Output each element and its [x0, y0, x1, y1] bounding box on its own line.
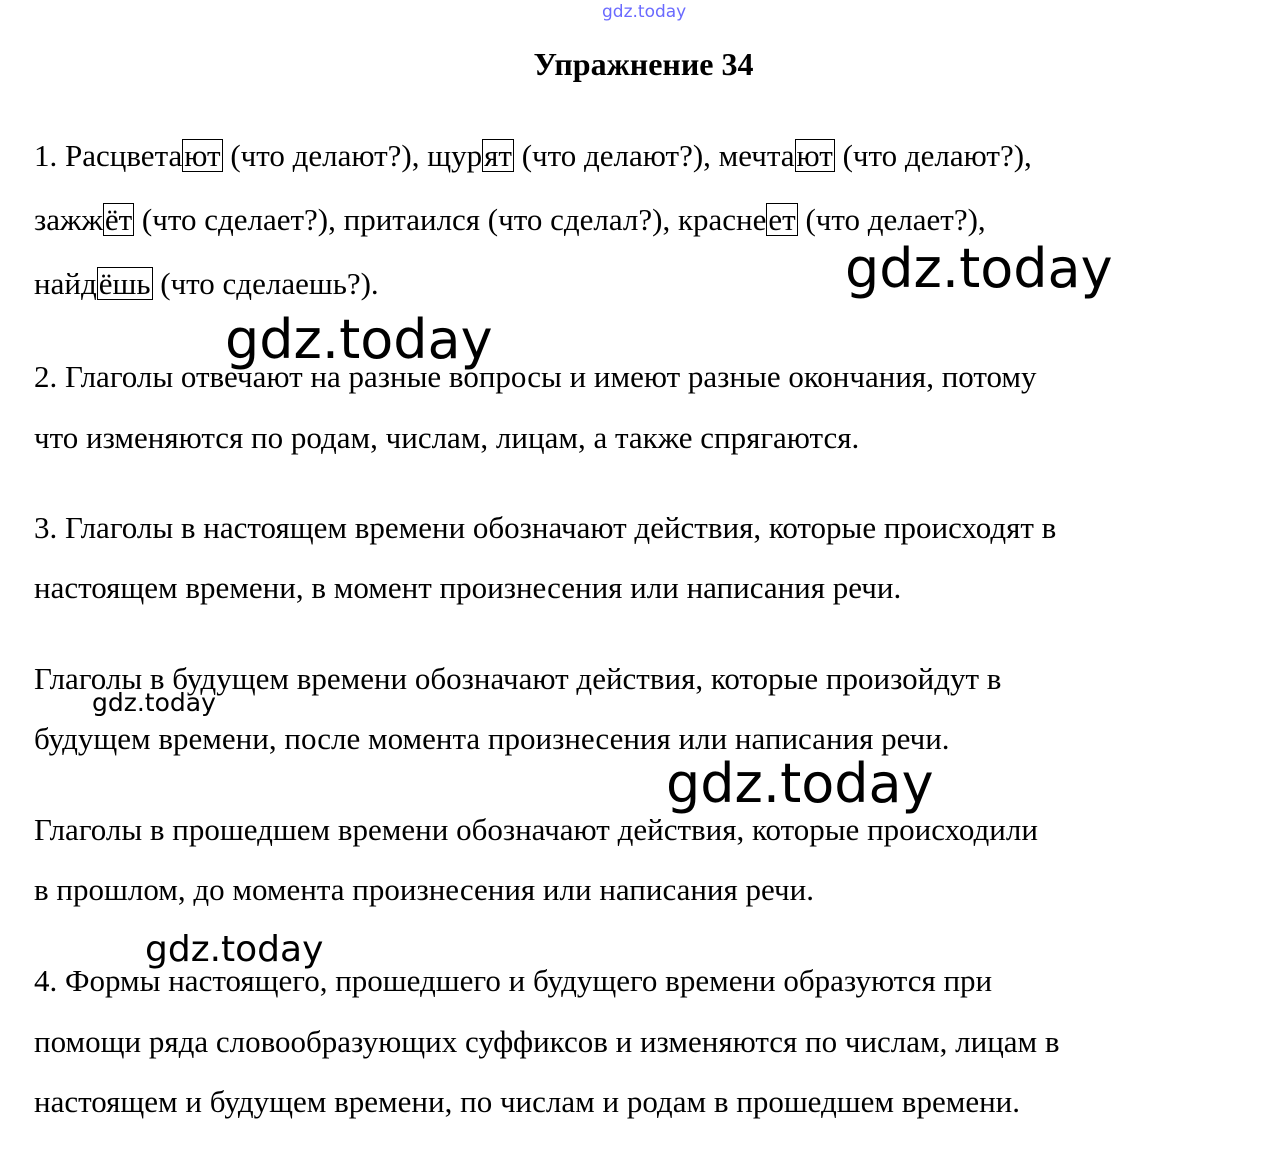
watermark: gdz.today	[225, 308, 493, 371]
text: (что сделает?), притаился (что сделал?), красне	[134, 202, 767, 237]
text: найд	[34, 266, 97, 301]
answer-2-line-2: что изменяются по родам, числам, лицам, а также спрягаются.	[34, 420, 860, 455]
answer-3-line-1: 3. Глаголы в настоящем времени обозначают действия, которые происходят в	[34, 510, 1057, 545]
verb-ending: ёт	[104, 202, 133, 237]
answer-3-line-2: настоящем времени, в момент произнесения или написания речи.	[34, 570, 902, 605]
text: зажж	[34, 202, 103, 237]
page-title: Упражнение 34	[533, 46, 754, 82]
verb-ending: ят	[484, 138, 512, 173]
text: (что делают?), мечта	[513, 138, 795, 173]
text: (что делают?),	[834, 138, 1032, 173]
watermark: gdz.today	[145, 929, 324, 970]
text: (что делает?),	[797, 202, 986, 237]
answer-4-line-3: настоящем и будущем времени, по числам и родам в прошедшем времени.	[34, 1084, 1021, 1119]
answer-4-line-2: помощи ряда словообразующих суффиксов и изменяются по числам, лицам в	[34, 1024, 1060, 1059]
answer-1-line-1	[34, 136, 1032, 176]
answer-2-line-1: 2. Глаголы отвечают на разные вопросы и имеют разные окончания, потому	[34, 359, 1037, 394]
watermark: gdz.today	[845, 237, 1113, 300]
watermark: gdz.today	[666, 752, 934, 815]
answer-1-line-2	[34, 200, 986, 240]
answer-3-line-6: в прошлом, до момента произнесения или написания речи.	[34, 872, 814, 907]
answer-3-line-5: Глаголы в прошедшем времени обозначают действия, которые происходили	[34, 812, 1038, 847]
answer-3-line-3: Глаголы в будущем времени обозначают действия, которые произойдут в	[34, 661, 1002, 696]
verb-ending: ёшь	[98, 266, 151, 301]
answer-4-line-1: 4. Формы настоящего, прошедшего и будущего времени образуются при	[34, 963, 993, 998]
verb-ending: ют	[184, 138, 221, 173]
watermark: gdz.today	[92, 688, 216, 717]
verb-ending: ет	[768, 202, 796, 237]
text: (что сделаешь?).	[152, 266, 379, 301]
text: 1. Расцвета	[34, 138, 183, 173]
verb-ending: ют	[796, 138, 833, 173]
answer-3-line-4: будущем времени, после момента произнесения или написания речи.	[34, 721, 950, 756]
answer-1-line-3	[34, 264, 379, 304]
text: (что делают?), щур	[222, 138, 483, 173]
watermark-top: gdz.today	[602, 2, 687, 22]
